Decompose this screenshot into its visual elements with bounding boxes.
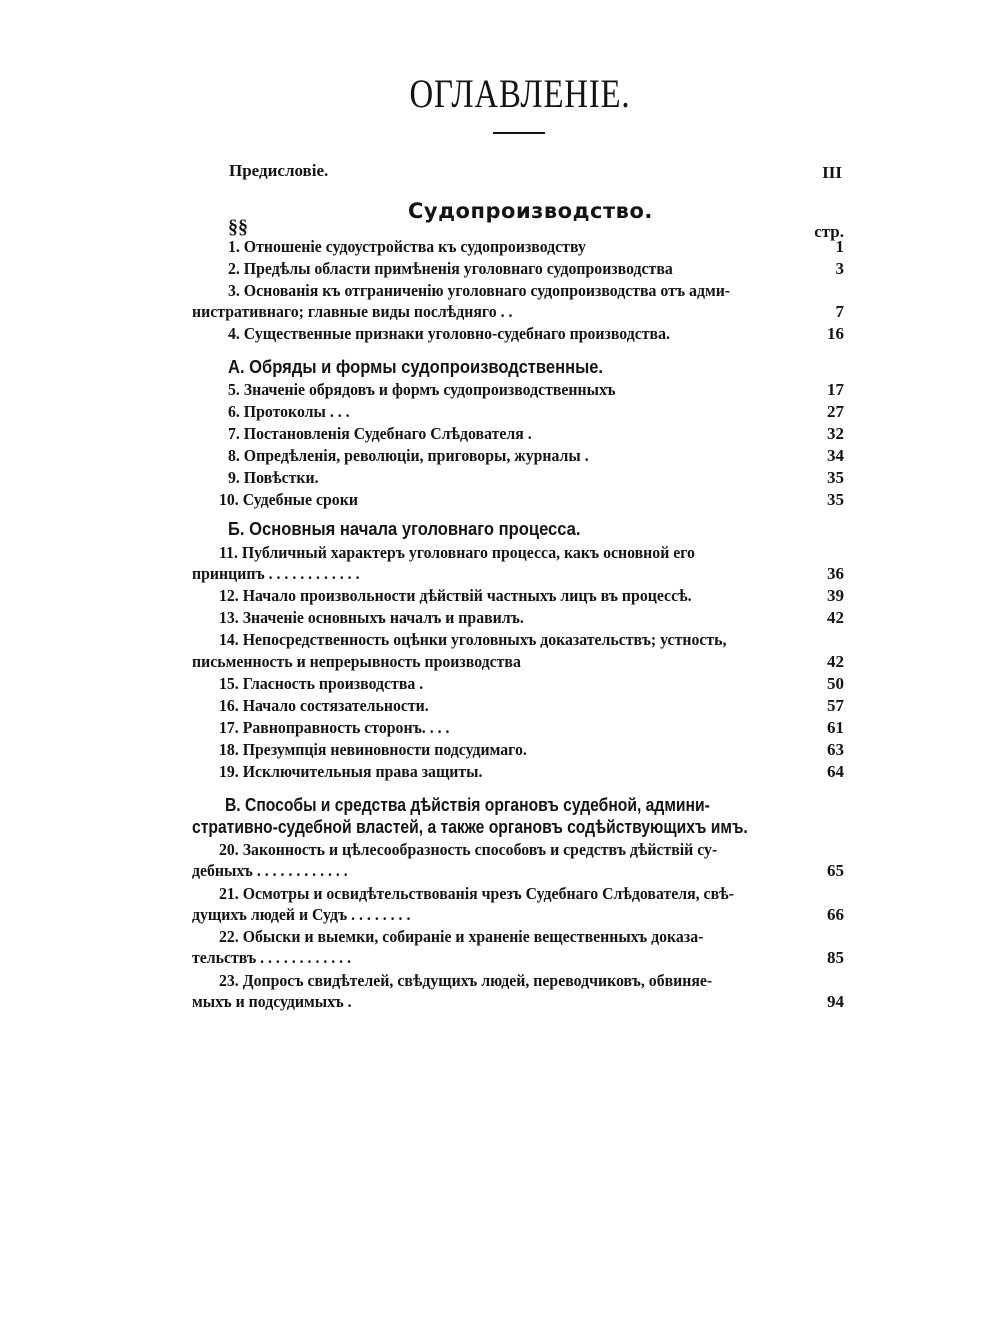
toc-entry-7: 7. Постановленія Судебнаго Слѣдователя . [228, 424, 532, 443]
toc-page-6: 27 [827, 402, 844, 421]
toc-entry-5: 5. Значеніе обрядовъ и формъ судопроизводственныхъ [228, 380, 616, 399]
toc-page-18: 63 [827, 740, 844, 759]
toc-entry-15: 15. Гласность производства . [219, 674, 424, 693]
toc-entry-10: 10. Судебные сроки [219, 490, 358, 509]
toc-page-9: 35 [827, 468, 844, 487]
toc-entry-2: 2. Предѣлы области примѣненія уголовнаго судопроизводства [228, 259, 673, 278]
toc-page-1: 1 [835, 237, 844, 256]
toc-page-12: 39 [827, 586, 844, 605]
toc-entry-14-cont: письменность и непрерывность производства [192, 652, 521, 671]
toc-entry-6: 6. Протоколы . . . [228, 402, 350, 421]
toc-page-22: 85 [827, 948, 844, 967]
toc-entry-22: 22. Обыски и выемки, собираніе и храненіе вещественныхъ доказа- [219, 927, 704, 946]
toc-page-20: 65 [827, 861, 844, 880]
toc-page-14: 42 [827, 652, 844, 671]
toc-entry-23-cont: мыхъ и подсудимыхъ . [192, 992, 352, 1011]
section-c-heading-line1: В. Способы и средства дѣйствія органовъ судебной, админи- [225, 795, 710, 815]
toc-page-5: 17 [827, 380, 844, 399]
toc-entry-14: 14. Непосредственность оцѣнки уголовныхъ доказательствъ; устность, [219, 630, 727, 649]
toc-entry-4: 4. Существенные признаки уголовно-судебнаго производства. [228, 324, 670, 343]
toc-page-17: 61 [827, 718, 844, 737]
toc-page-7: 32 [827, 424, 844, 443]
toc-page-13: 42 [827, 608, 844, 627]
section-c-heading-line2: стративно-судебной властей, а также органовъ содѣйствующихъ имъ. [192, 817, 748, 837]
toc-page-23: 94 [827, 992, 844, 1011]
toc-page-3: 7 [835, 302, 844, 321]
toc-entry-18: 18. Презумпція невиновности подсудимаго. [219, 740, 527, 759]
toc-entry-8: 8. Опредѣленія, революціи, приговоры, журналы . [228, 446, 589, 465]
toc-entry-21: 21. Осмотры и освидѣтельствованія чрезъ Судебнаго Слѣдователя, свѣ- [219, 884, 734, 903]
page-column-mark: стр. [814, 222, 844, 241]
toc-page-19: 64 [827, 762, 844, 781]
section-b-heading: Б. Основныя начала уголовнаго процесса. [228, 519, 581, 539]
toc-entry-3-cont: нистративнаго; главные виды послѣдняго . . [192, 302, 513, 321]
toc-page-10: 35 [827, 490, 844, 509]
toc-entry-16: 16. Начало состязательности. [219, 696, 429, 715]
toc-entry-11: 11. Публичный характеръ уголовнаго процесса, какъ основной его [219, 543, 695, 562]
section-a-heading: А. Обряды и формы судопроизводственные. [228, 357, 604, 377]
toc-page-8: 34 [827, 446, 844, 465]
toc-entry-21-cont: дущихъ людей и Судъ . . . . . . . . [192, 905, 411, 924]
toc-entry-23: 23. Допросъ свидѣтелей, свѣдущихъ людей, переводчиковъ, обвиняе- [219, 971, 713, 990]
toc-page-16: 57 [827, 696, 844, 715]
preface-label: Предисловіе. [229, 161, 329, 180]
toc-entry-1: 1. Отношеніе судоустройства къ судопроизводству [228, 237, 586, 256]
toc-entry-13: 13. Значеніе основныхъ началъ и правилъ. [219, 608, 524, 627]
toc-entry-9: 9. Повѣстки. [228, 468, 319, 487]
preface-page: III [822, 163, 842, 182]
toc-entry-22-cont: тельствъ . . . . . . . . . . . . [192, 948, 352, 967]
toc-entry-19: 19. Исключительныя права защиты. [219, 762, 483, 781]
page-title: ОГЛАВЛЕНІЕ. [409, 71, 631, 116]
toc-entry-17: 17. Равноправность сторонъ. . . . [219, 718, 450, 737]
toc-entry-20: 20. Законность и цѣлесообразность способовъ и средствъ дѣйствій су- [219, 840, 718, 859]
section-sign-mark: §§ [228, 216, 248, 238]
toc-entry-20-cont: дебныхъ . . . . . . . . . . . . [192, 861, 348, 880]
toc-page-4: 16 [827, 324, 844, 343]
toc-entry-3: 3. Основанія къ отграниченію уголовнаго судопроизводства отъ адми- [228, 281, 731, 300]
toc-page-2: 3 [835, 259, 844, 278]
toc-page-15: 50 [827, 674, 844, 693]
toc-page-11: 36 [827, 564, 844, 583]
main-section-heading: Судопроизводство. [408, 199, 653, 223]
toc-entry-11-cont: принципъ . . . . . . . . . . . . [192, 564, 360, 583]
toc-page-21: 66 [827, 905, 844, 924]
title-rule [493, 132, 545, 134]
toc-entry-12: 12. Начало произвольности дѣйствій частныхъ лицъ въ процессѣ. [219, 586, 692, 605]
